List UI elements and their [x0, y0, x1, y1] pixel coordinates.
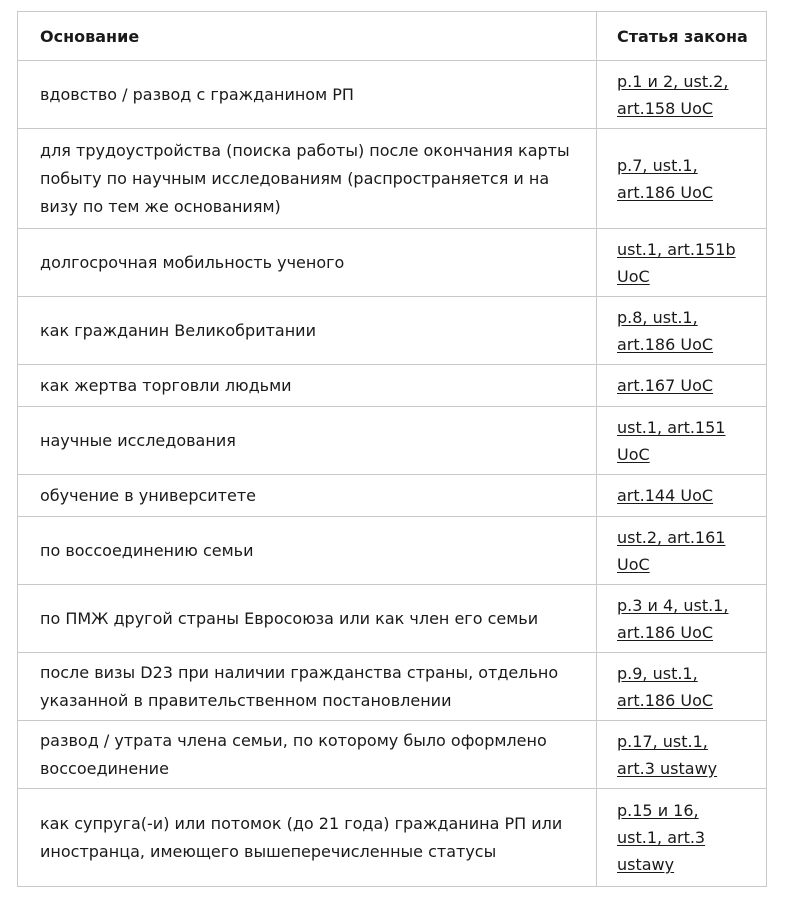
law-article-link[interactable]: [617, 486, 713, 505]
law-article-cell: [597, 297, 767, 365]
table-row: [18, 475, 767, 517]
table-row: [18, 721, 767, 789]
table-row: [18, 407, 767, 475]
law-article-link[interactable]: [617, 528, 725, 574]
law-article-line: UoC: [617, 444, 650, 464]
law-article-link[interactable]: [617, 156, 713, 202]
table-row: [18, 653, 767, 721]
table-row: [18, 297, 767, 365]
table-header-row: [18, 12, 767, 61]
basis-cell: долгосрочная мобильность ученого: [18, 229, 597, 297]
law-article-line: p.9, ust.1,: [617, 663, 698, 683]
law-article-link[interactable]: [617, 240, 736, 286]
law-article-line: ust.1, art.151: [617, 417, 726, 437]
law-article-line: art.167 UoC: [617, 376, 714, 395]
law-article-line: ust.1, art.151b: [617, 239, 736, 259]
law-article-link[interactable]: [617, 418, 725, 464]
law-article-line: p.3 и 4, ust.1,: [617, 595, 729, 615]
law-article-link[interactable]: [617, 72, 728, 118]
basis-cell: обучение в университете: [18, 475, 597, 517]
law-article-link[interactable]: [617, 801, 705, 874]
law-article-link[interactable]: [617, 308, 713, 354]
basis-cell: после визы D23 при наличии гражданства страны, отдельно указанной в правительственном постановлении: [18, 653, 597, 721]
basis-cell: для трудоустройства (поиска работы) после окончания карты побыту по научным исследованиям (распространяется и на визу по тем же основаниям): [18, 129, 597, 229]
table-row: [18, 129, 767, 229]
law-article-link[interactable]: [617, 376, 713, 395]
table-row: [18, 517, 767, 585]
basis-cell: по воссоединению семьи: [18, 517, 597, 585]
law-article-line: art.158 UoC: [617, 98, 714, 118]
law-article-line: UoC: [617, 554, 650, 574]
law-article-cell: [597, 653, 767, 721]
basis-cell: развод / утрата члена семьи, по которому было оформлено воссоединение: [18, 721, 597, 789]
basis-cell: вдовство / развод с гражданином РП: [18, 61, 597, 129]
law-article-cell: [597, 517, 767, 585]
law-article-link[interactable]: [617, 732, 717, 778]
law-article-line: art.3 ustawy: [617, 758, 718, 778]
law-article-line: p.17, ust.1,: [617, 731, 708, 751]
law-article-link[interactable]: [617, 596, 728, 642]
law-article-line: art.186 UoC: [617, 690, 714, 710]
law-article-cell: [597, 229, 767, 297]
law-article-line: p.7, ust.1,: [617, 155, 698, 175]
law-article-cell: [597, 789, 767, 887]
law-article-line: art.186 UoC: [617, 334, 714, 354]
header-basis: Основание: [18, 12, 597, 61]
law-article-line: ustawy: [617, 855, 675, 874]
basis-cell: как жертва торговли людьми: [18, 365, 597, 407]
basis-cell: по ПМЖ другой страны Евросоюза или как член его семьи: [18, 585, 597, 653]
law-article-line: ust.2, art.161: [617, 527, 726, 547]
table-row: [18, 229, 767, 297]
table-row: [18, 585, 767, 653]
law-article-cell: [597, 585, 767, 653]
law-article-link[interactable]: [617, 664, 713, 710]
table-row: [18, 365, 767, 407]
law-article-cell: [597, 475, 767, 517]
law-article-cell: [597, 407, 767, 475]
law-article-cell: [597, 365, 767, 407]
basis-cell: как супруга(-и) или потомок (до 21 года) гражданина РП или иностранца, имеющего вышеперечисленные статусы: [18, 789, 597, 887]
law-article-line: art.186 UoC: [617, 182, 714, 202]
law-article-cell: [597, 61, 767, 129]
law-article-line: p.1 и 2, ust.2,: [617, 71, 729, 91]
law-article-line: p.15 и 16,: [617, 801, 699, 820]
table-row: [18, 789, 767, 887]
table-row: [18, 61, 767, 129]
law-article-line: ust.1, art.3: [617, 828, 706, 847]
law-article-cell: [597, 721, 767, 789]
law-article-line: art.144 UoC: [617, 486, 714, 505]
header-law-article: Статья закона: [597, 12, 767, 61]
law-article-line: art.186 UoC: [617, 622, 714, 642]
basis-cell: как гражданин Великобритании: [18, 297, 597, 365]
law-article-cell: [597, 129, 767, 229]
law-article-line: UoC: [617, 266, 650, 286]
law-article-line: p.8, ust.1,: [617, 307, 698, 327]
basis-cell: научные исследования: [18, 407, 597, 475]
legal-basis-table: [17, 11, 767, 887]
